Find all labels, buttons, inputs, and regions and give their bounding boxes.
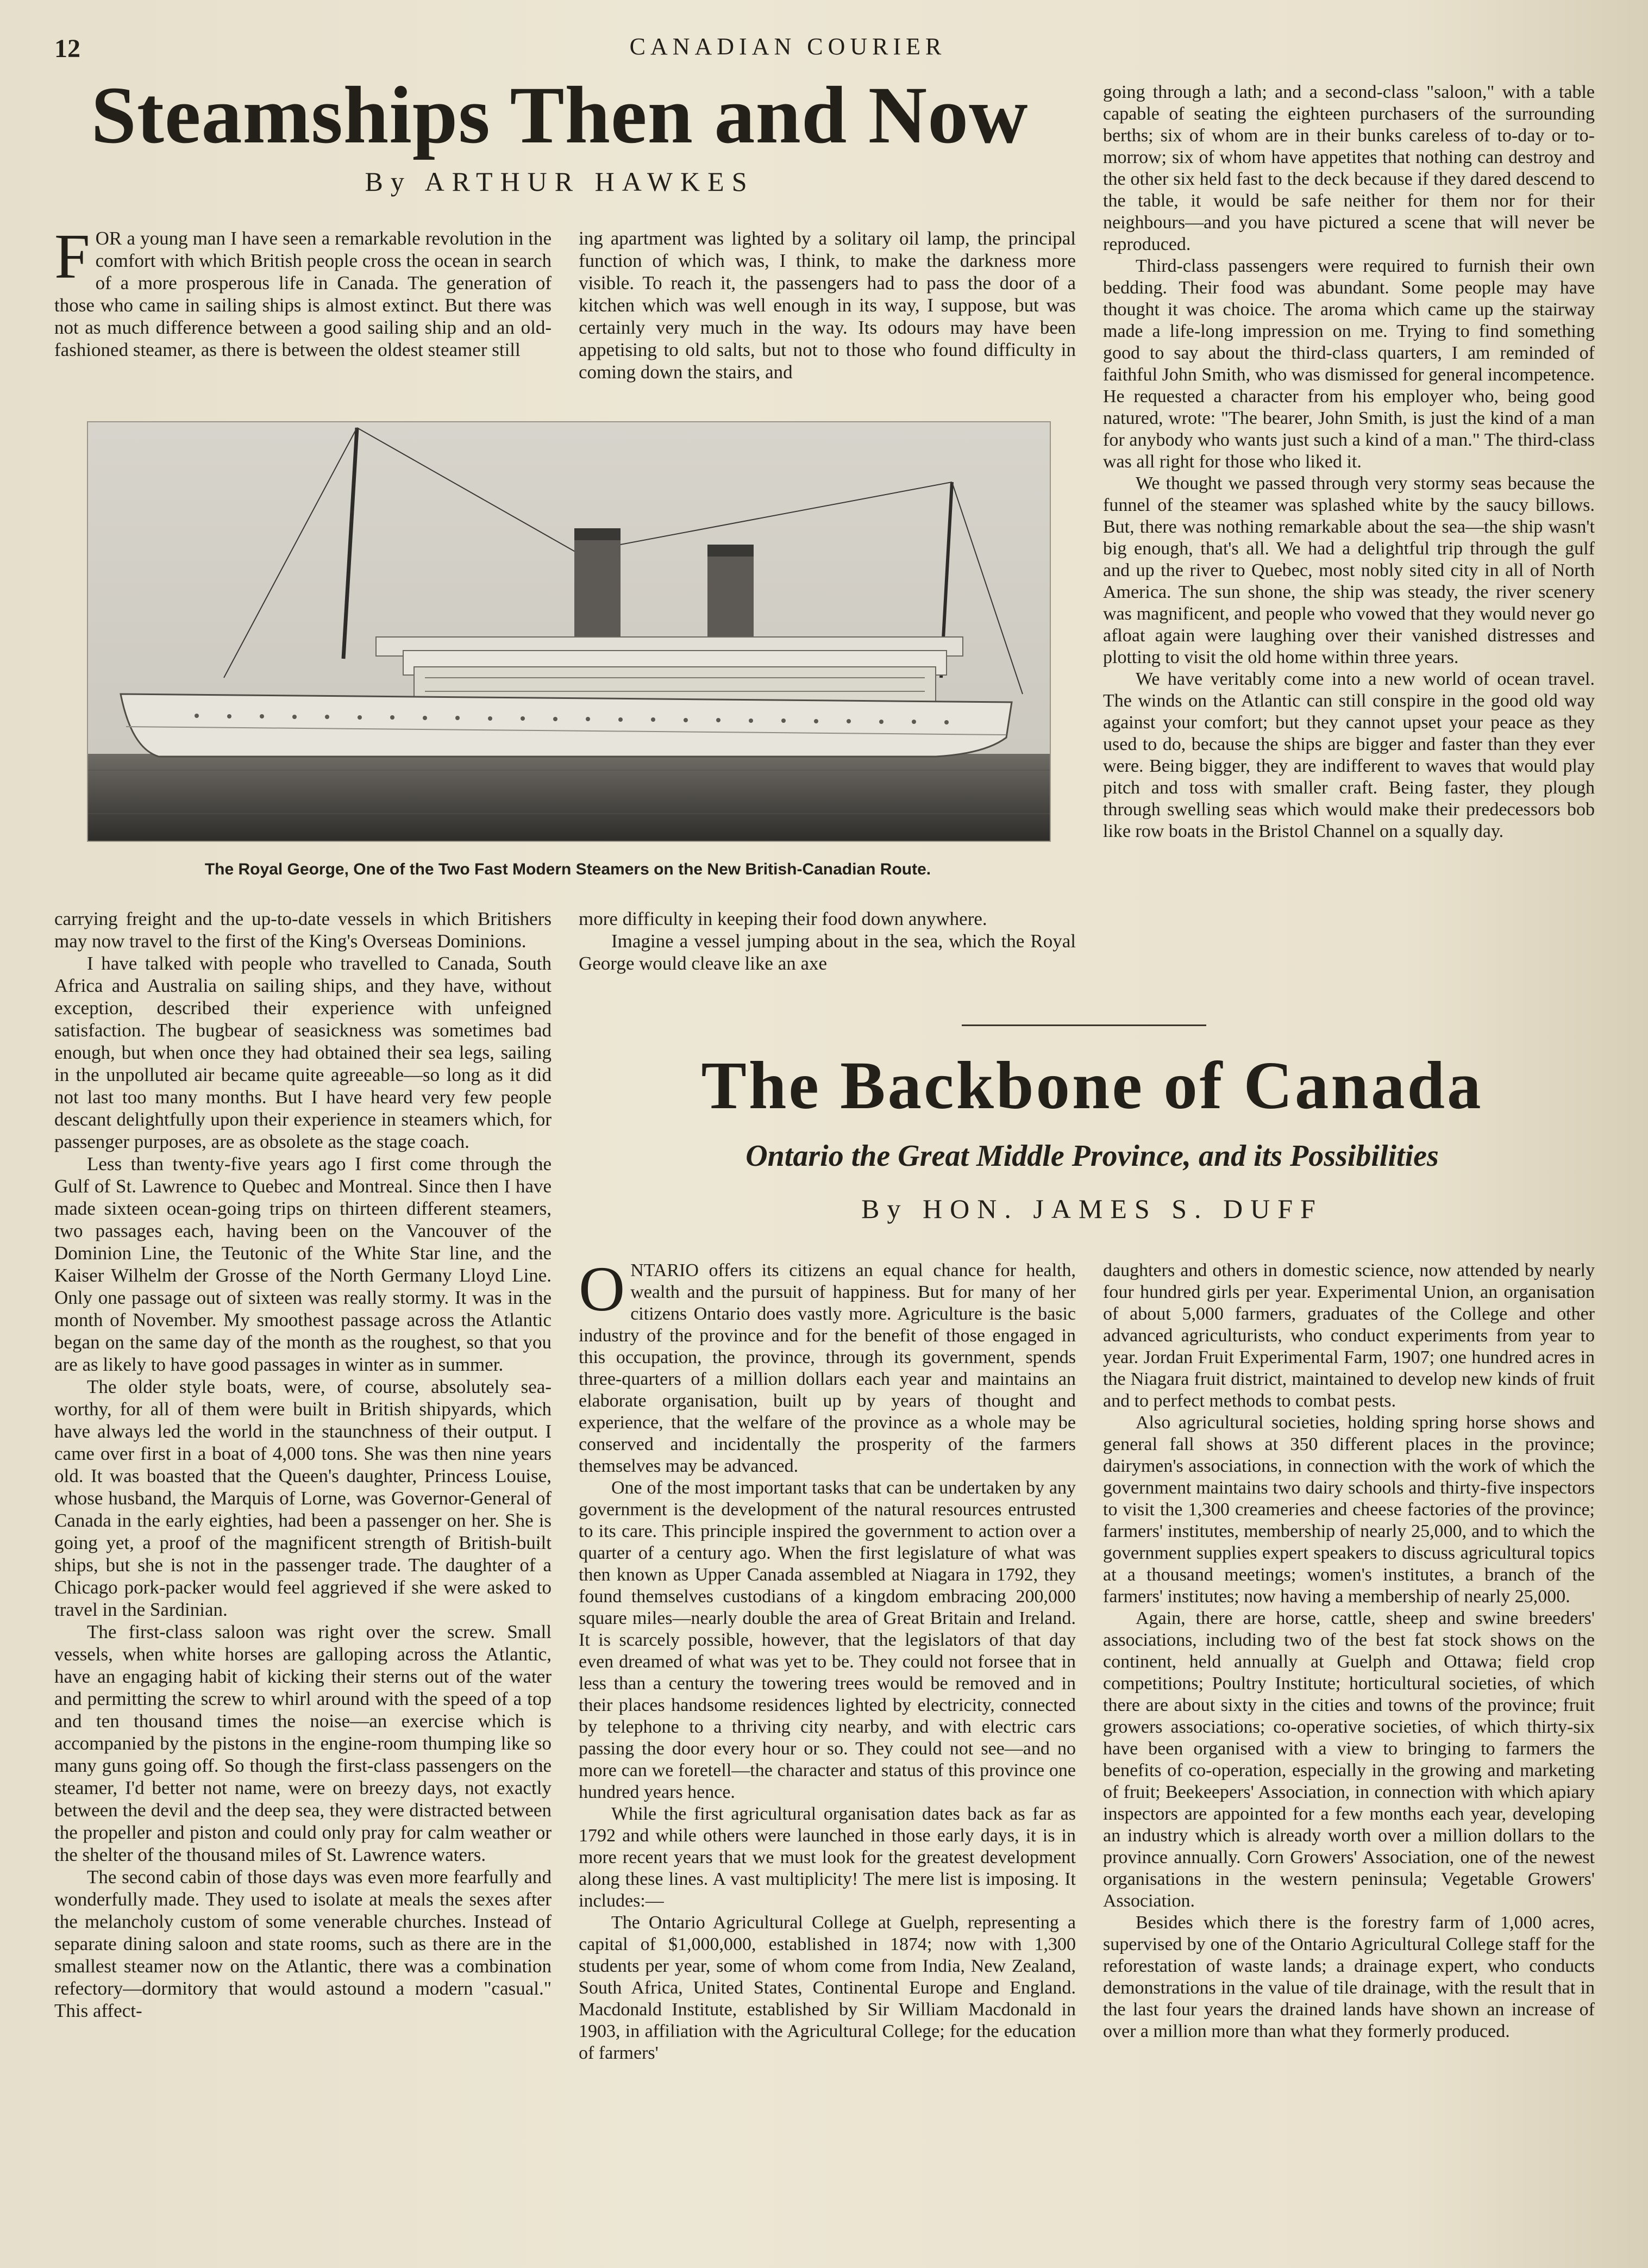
article1-intro	[54, 221, 552, 361]
steamer-photo	[87, 421, 1051, 842]
article-divider	[962, 1024, 1206, 1026]
article2-subtitle: Ontario the Great Middle Province, and its Possibilities	[745, 1139, 1439, 1173]
page-number: 12	[54, 34, 80, 63]
article2-col-right: daughters and others in domestic science, now attended by nearly four hundred girls per year. Experimental Union, an organisation of about 5,000 farmers, graduates of the College and other advanced agriculturists, who conduct experiments from year to year. Jordan Fruit Experimental Farm, 1907; one hundred acres in the Niagara fruit district, maintained to develop new kinds of fruit and to perfect methods to combat pests. Also agricultural societies, holding spring horse shows and general fall shows at 350 different places in the province; dairymen's associations, in connection with the work of which the government maintains two dairy schools and thirty-five inspectors to visit the 1,300 creameries and cheese factories of the province; farmers' institutes, membership of nearly 25,000, and to which the government supplies expert speakers to discuss agricultural topics at a thousand meetings; women's institutes, a branch of the farmers' institutes; now having a membership of nearly 25,000. Again, there are horse, cattle, sheep and swine breeders' associations, including two of the best fat stock shows on the continent, held annually at Guelph and Ottawa; field crop competitions; Poultry Institute; horticultural societies, of which there are about sixty in the cities and towns of the province; fruit growers associations; co-operative societies, of which thirty-six have been organised with a view to bringing to farmers the benefits of co-operation, especially in the growing and marketing of fruit; Beekeepers' Association, in connection with which apiary inspectors are appointed for a few months each year, developing an industry which is already worth over a million dollars to the province annually. Corn Growers' Association, one of the newest organisations in the western peninsula; Vegetable Growers' Association. Besides which there is the forestry farm of 1,000 acres, supervised by one of the Ontario Agricultural College staff for the reforestation of waste lands; a drainage expert, who conducts demonstrations in the value of tile drainage, with the result that in the last four years the drained lands have shown an increase of over a million more than what they formerly produced.	[1103, 1260, 1595, 2041]
article2-title: The Backbone of Canada	[701, 1048, 1483, 1123]
article1-col2-bottom: more difficulty in keeping their food down anywhere. Imagine a vessel jumping about in the sea, which the Royal George would cleave like an axe	[579, 908, 1076, 974]
article2-col-left: O NTARIO offers its citizens an equal chance for health, wealth and the pursuit of happiness. But for many of her citizens Ontario does vastly more. Agriculture is the basic industry of the province and for the benefit of those engaged in this occupation, the province, through its government, spends three-quarters of a million dollars each year and maintains an elaborate organisation, built up by years of thought and experience, that the welfare of the province as a whole may be conserved and incidentally the prosperity of the farmers themselves may be advanced. One of the most important tasks that can be undertaken by any government is the development of the natural resources entrusted to its care. This principle inspired the government to action over a quarter of a century ago. When the first legislature of what was then known as Upper Canada assembled at Niagara in 1792, they found themselves custodians of a kingdom embracing 200,000 square miles—nearly double the area of Great Britain and Ireland. It is scarcely possible, however, that the legislators of that day even dreamed of what was yet to be. They could not forsee that in less than a century the towering trees would be removed and in their places handsome residences lighted by electricity, connected by telephone to a thriving city nearby, and with electric cars passing the door every hour or so. They could not see—and no more can we foretell—the character and status of this province one hundred years hence. While the first agricultural organisation dates back as far as 1792 and while others were launched in those early days, it is in more recent years that we must look for the greatest development along these lines. A vast multiplicity! The mere list is imposing. It includes:— The Ontario Agricultural College at Guelph, representing a capital of $1,000,000, established in 1874; now with 1,300 students per year, some of whom come from India, New Zealand, South Africa, United States, Continental Europe and England. Macdonald Institute, established by Sir William Macdonald in 1903, in affiliation with the Agricultural College; for the education of farmers'	[579, 1253, 1076, 2063]
article1-dropcap: F	[54, 221, 90, 292]
article2-intro-text: NTARIO offers its citizens an equal chance for health, wealth and the pursuit of happiness. But for many of her citizens Ontario does vastly more. Agriculture is the basic industry of the province and for the benefit of those engaged in this occupation, the province, through its government, spends three-quarters of a million dollars each year and maintains an elaborate organisation, built up by years of thought and experience, that the welfare of the province as a whole may be conserved and incidentally the prosperity of the farmers themselves may be advanced.	[579, 1260, 1076, 1476]
article1-col2-top: ing apartment was lighted by a solitary oil lamp, the principal function of which was, I think, to make the darkness more visible. To reach it, the passengers had to pass the door of a kitchen which was well enough in its way, I suppose, but was certainly very much in the way. Its odours may have been appetising to old salts, but not to those who found difficulty in coming down the stairs, and	[579, 228, 1076, 383]
photo-caption: The Royal George, One of the Two Fast Modern Steamers on the New British-Canadian Route.	[204, 860, 931, 878]
royal-george-ship-illustration	[88, 422, 1050, 841]
article2-dropcap: O	[579, 1253, 625, 1324]
article1-intro-text: OR a young man I have seen a remarkable revolution in the comfort with which British people cross the ocean in search of a more prosperous life in Canada. The generation of those who came in sailing ships is almost extinct. But there was not as much difference between a good sailing ship and an old-fashioned steamer, as there is between the oldest steamer still	[54, 228, 552, 360]
article1-col1-bottom: carrying freight and the up-to-date vessels in which Britishers may now travel to the first of the King's Overseas Dominions. I have talked with people who travelled to Canada, South Africa and Australia on sailing ships, and they have, without exception, described their experience with unfeigned satisfaction. The bugbear of seasickness was sometimes bad enough, but when once they had obtained their sea legs, sailing in the unpolluted air became quite agreeable—so long as it did not last too many months. But I have heard very few people descant delightfully upon their experience in steamers which, for passenger purposes, are as obsolete as the stage coach. Less than twenty-five years ago I first come through the Gulf of St. Lawrence to Quebec and Montreal. Since then I have made sixteen ocean-going trips on thirteen different steamers, two passages each, having been on the Vancouver of the Dominion Line, the Teutonic of the White Star line, and the Kaiser Wilhelm der Grosse of the North Germany Lloyd Line. Only one passage out of sixteen was really stormy. It was in the month of November. My smoothest passage across the Atlantic began on the same day of the month as the roughest, so that you are as likely to have good passages in winter as in summer. The older style boats, were, of course, absolutely sea-worthy, for all of them were built in British shipyards, which have always led the world in the staunchness of their output. I came over first in a boat of 4,000 tons. She was then nine years old. It was boasted that the Queen's daughter, Princess Louise, whose husband, the Marquis of Lorne, was Governor-General of Canada in the early eighties, had been a passenger on her. She is going yet, a proof of the magnificent strength of British-built ships, but she is not in the passenger trade. The daughter of a Chicago pork-packer would feel aggrieved if she were asked to travel in the Sardinian. The first-class saloon was right over the screw. Small vessels, when white horses are galloping across the Atlantic, have an engaging habit of kicking their sterns out of the water and permitting the screw to whirl around with the speed of a top and ten thousand times the noise—an exercise which is accompanied by the pistons in the engine-room thumping like so many guns going off. So though the first-class passengers on the steamer, I'd better not name, were on breezy days, not exactly between the devil and the deep sea, they were distracted between the propeller and piston and could only pray for calm weather or the shelter of the thousand miles of St. Lawrence waters. The second cabin of those days was even more fearfully and wonderfully made. They used to isolate at meals the sexes after the melancholy custom of some venerable churches. Instead of separate dining saloon and state rooms, such as there are in the smallest steamer now on the Atlantic, there was a combination refectory—dormitory that would astound a modern "casual." This affect-	[54, 908, 552, 2021]
running-head: CANADIAN COURIER	[629, 33, 947, 60]
article2-byline: By HON. JAMES S. DUFF	[861, 1194, 1323, 1224]
article1-col3: going through a lath; and a second-class "saloon," with a table capable of seating the eighteen purchasers of the surrounding berths; six of whom are in their bunks careless of to-day or to-morrow; six of whom have appetites that nothing can destroy and the other six held fast to the deck because if they dared descend to the table, it would be safe neither for them nor for their neighbours—and you have pictured a scene that will never be reproduced. Third-class passengers were required to furnish their own bedding. Their food was abundant. Some people may have thought it was choice. The aroma which came up the stairway made a life-long impression on me. Trying to find something good to say about the third-class quarters, I am reminded of faithful John Smith, who was dismissed for general incompetence. He requested a character from his employer who, being good natured, wrote: "The bearer, John Smith, is just the kind of a man for anybody who wants just such a kind of a man." The third-class was all right for those who liked it. We thought we passed through very stormy seas because the funnel of the steamer was splashed white by the saucy billows. But, there was nothing remarkable about the sea—the ship wasn't big enough, that's all. We had a delightful trip through the gulf and up the river to Quebec, most nobly sited city in all of North America. The sun shone, the ship was steady, the river scenery was magnificent, and people who vowed that they would never go afloat again were laughing over their vanished distresses and plotting to visit the old home within three years. We have veritably come into a new world of ocean travel. The winds on the Atlantic can still conspire in the good old way against your comfort; but they cannot upset your peace as they used to do, because the ships are bigger and faster than they ever were. Being bigger, they are indifferent to waves that would play pitch and toss with smaller craft. Being faster, they plough through swelling seas which would make their predecessors bob like row boats in the Bristol Channel on a squally day.	[1103, 82, 1595, 841]
article1-title: Steamships Then and Now	[91, 70, 1029, 160]
article1-byline: By ARTHUR HAWKES	[365, 166, 755, 197]
